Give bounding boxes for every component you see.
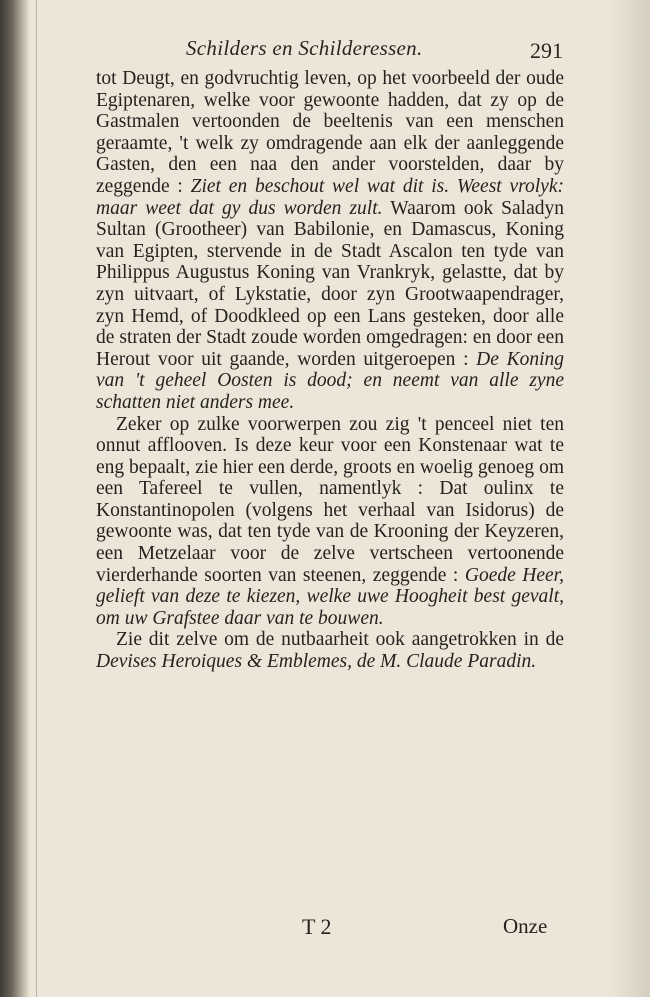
italic-text: De Koning van 't geheel Oosten is dood; en neemt van alle zyne schatten niet anders mee. — [96, 348, 564, 413]
italic-text: Goede Heer, gelieft van deze te kiezen, welke uwe Hoogheit best gevalt, om uw Grafstee daar van te bouwen. — [96, 564, 564, 629]
text-run: tot Deugt, en godvruchtig leven, op het voorbeeld der oude Egiptenaren, welke voor gewoonte hadden, dat zy op de Gastmalen vertoonden de beeltenis van een menschen geraamte, 't welk zy omdragende aan elk der aanleggende Gasten, den een naa den ander voorstelden, daar by zeggende : — [96, 68, 564, 197]
body-text — [96, 68, 564, 673]
page-edge-shadow — [610, 0, 650, 997]
paragraph — [96, 68, 564, 414]
text-run: Zie dit zelve om de nutbaarheit ook aangetrokken in de — [116, 629, 564, 651]
italic-text: Devises Heroiques & Emblemes, de M. Claude Paradin. — [96, 651, 537, 673]
signature-mark: T 2 — [302, 914, 332, 939]
italic-text: Ziet en beschout wel wat dit is. Weest vrolyk: maar weet dat gy dus worden zult. — [96, 175, 564, 219]
gutter-edge — [36, 0, 37, 997]
page-number: 291 — [530, 38, 563, 63]
paragraph — [96, 629, 564, 672]
text-run: Zeker op zulke voorwerpen zou zig 't penceel niet ten onnut afflooven. Is deze keur voor een Konstenaar wat te eng bepaalt, zie hier een derde, groots en woelig genoeg om een Tafereel te vullen, namentlyk : Dat oulinx te Konstantinopolen (volgens het verhaal van Isidorus) de gewoonte was, dat ten tyde van de Krooning der Keyzeren, een Metzelaar voor de zelve vertscheen vertoonende vierderhande soorten van steenen, zeggende : — [96, 413, 564, 586]
binding-gutter — [0, 0, 30, 997]
catchword: Onze — [503, 914, 548, 938]
running-title: Schilders en Schilderessen. — [186, 36, 423, 60]
paragraph — [96, 414, 564, 630]
text-run: Waarom ook Saladyn Sultan (Grootheer) van Babilonie, en Damascus, Koning van Egipten, stervende in de Stadt Ascalon ten tyde van Philippus Augustus Koning van Vrankryk, gelastte, dat by zyn uitvaart, of Lykstatie, door zyn Grootwaapendrager, zyn Hemd, of Doodkleed op een Lans gesteken, door alle de straten der Stadt zoude worden omgedragen: en door een Herout voor uit gaande, worden uitgeroepen : — [96, 197, 564, 370]
